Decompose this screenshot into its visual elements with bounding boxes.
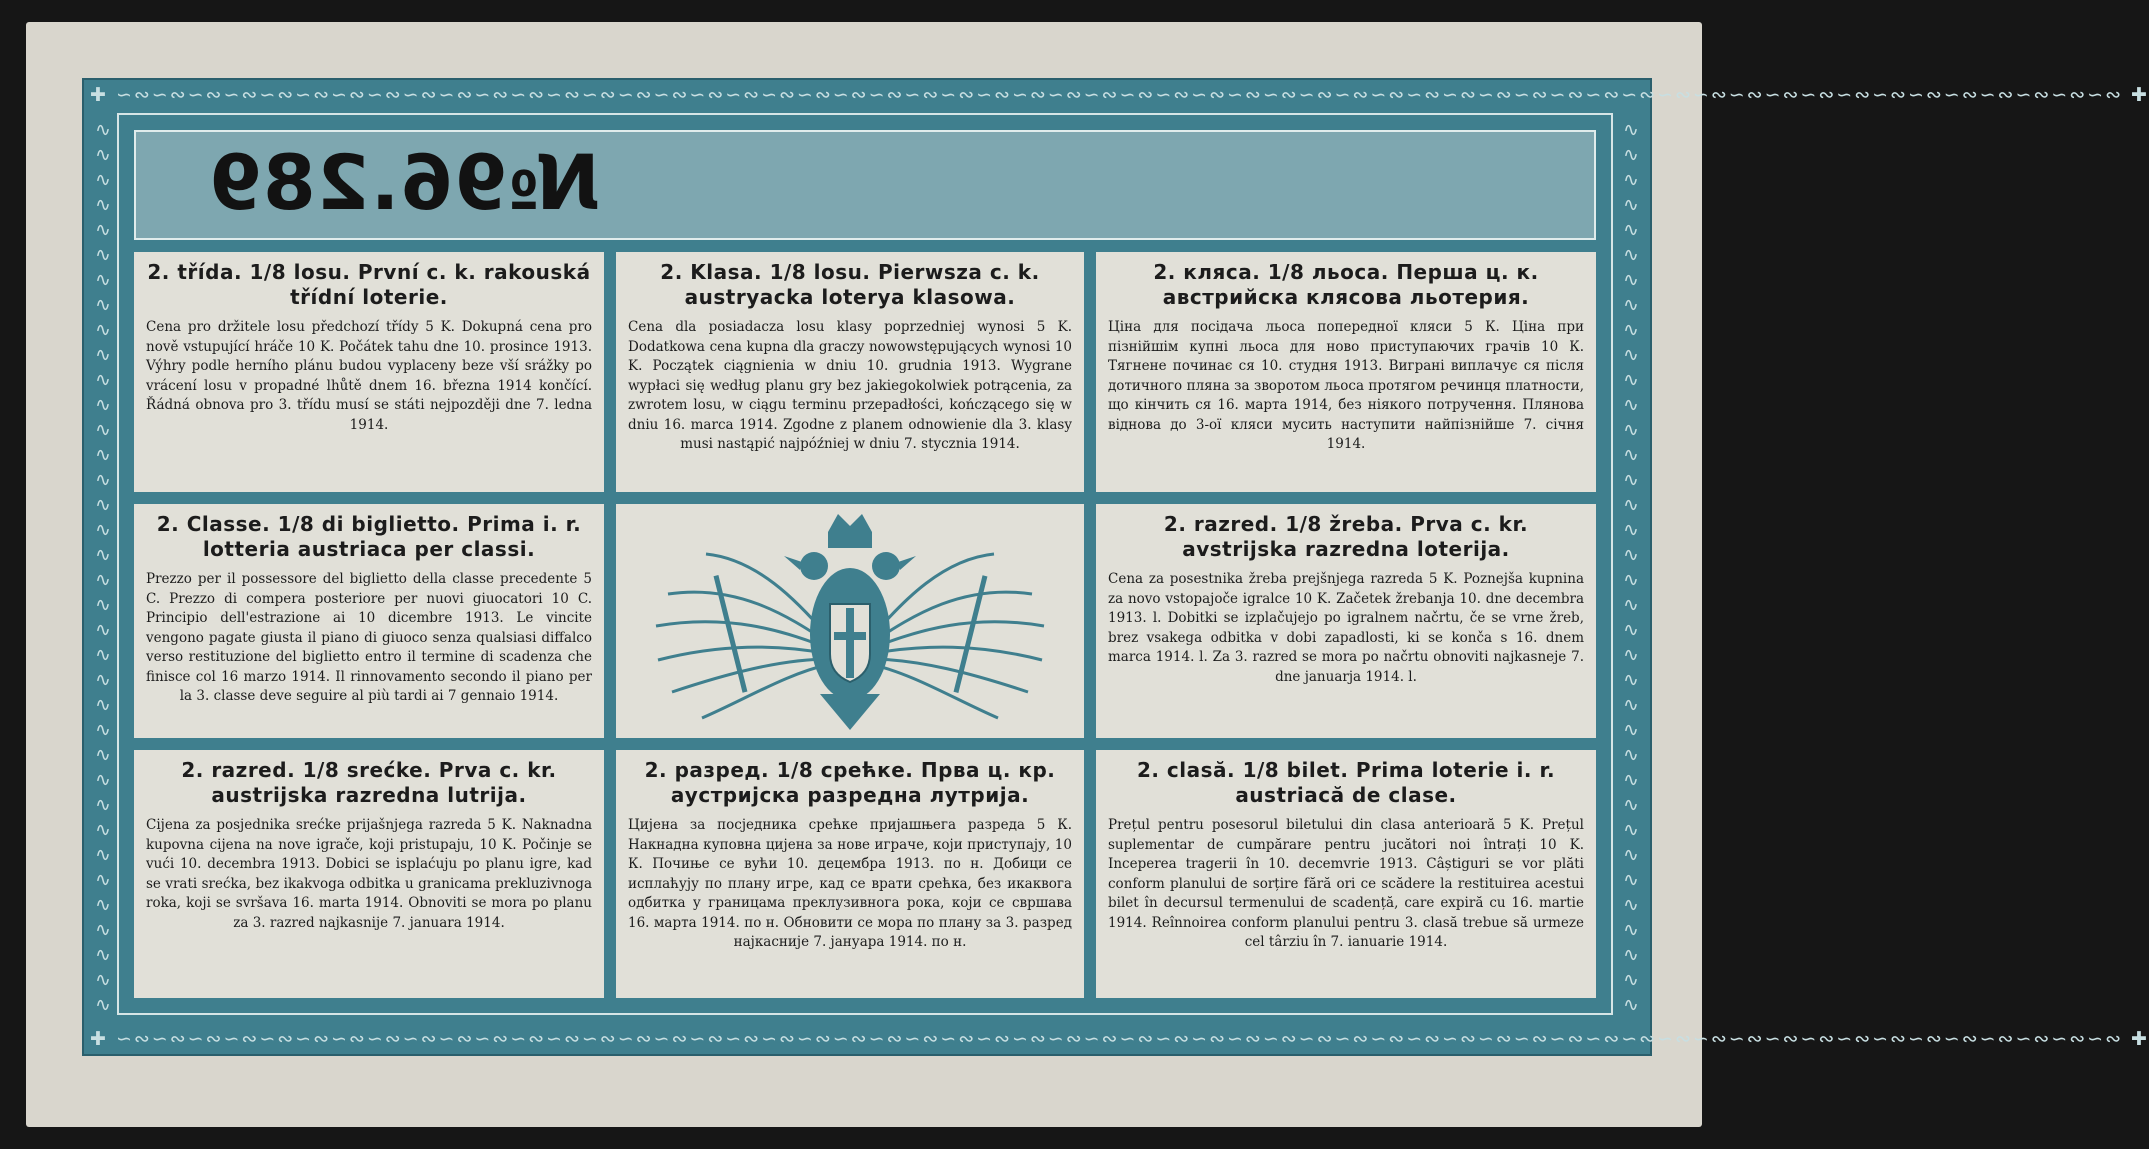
panel-serbian xyxy=(616,750,1084,998)
panel-ruthenian-title: 2. кляса. 1/8 льоса. Перша ц. к. австрийска клясова льотерия. xyxy=(1153,260,1539,309)
panel-serbian-title: 2. разред. 1/8 срећке. Прва ц. кр. аустријска разредна лутрија. xyxy=(644,758,1056,807)
panel-croatian-title: 2. razred. 1/8 srećke. Prva c. kr. austrijska razredna lutrija. xyxy=(181,758,557,807)
panel-slovene-body: Cena za posestnika žreba prejšnjega razreda 5 K. Poznejša kupnina za novo vstopajoče igralce 10 K. Začetek žrebanja 10. dne decembra 1913. l. Dobitki se izplačujejo po igralnem načrtu, če se vrne žreb, brez vsakega odbitka v dobi zapadlosti, ki se konča s 16. dnem marca 1914. l. Za 3. razred se mora po načrtu obnoviti najkasneje 7. dne januarja 1914. l. xyxy=(1108,571,1584,685)
panel-croatian-body: Cijena za posjednika srećke prijašnjega razreda 5 K. Naknadna kupovna cijena na nove igrače, koji pristupaju, 10 K. Počinje se vući 10. decembra 1913. Dobici se isplaćuju po planu igre, kad se vrati srećka, bez ikakvoga odbitka u granicama prekluzivnoga roka, koji se svršava 16. marta 1914. Obnoviti se mora po planu za 3. razred najkasnije 7. januara 1914. xyxy=(146,817,592,931)
ornament-border-right: ∿ ∿ ∿ ∿ ∿ ∿ ∿ ∿ ∿ ∿ ∿ ∿ ∿ ∿ ∿ ∿ ∿ ∿ ∿ ∿ ∿ ∿ ∿ ∿ ∿ ∿ ∿ ∿ ∿ ∿ ∿ ∿ ∿ ∿ ∿ ∿ xyxy=(1623,119,1639,1016)
panel-crest xyxy=(616,504,1084,738)
panel-croatian xyxy=(134,750,604,998)
panel-slovene xyxy=(1096,504,1596,738)
panel-polish-body: Cena dla posiadacza losu klasy poprzedniej wynosi 5 K. Dodatkowa cena kupna dla graczy nowowstępujących wynosi 10 K. Początek ciągnienia w dniu 10. grudnia 1913. Wygrane wypłaci się według planu gry bez jakiegokolwiek potrącenia, za zwrotem losu, w ciągu terminu przepadłości, kończącego się w dniu 16. marca 1914. Zgodne z planem odnowienie dla 3. klasy musi nastąpić najpóźniej w dniu 7. stycznia 1914. xyxy=(628,319,1072,452)
panel-polish-title: 2. Klasa. 1/8 losu. Pierwsza c. k. austryacka loterya klasowa. xyxy=(660,260,1040,309)
panel-italian xyxy=(134,504,604,738)
panel-ruthenian xyxy=(1096,252,1596,492)
panel-czech-body: Cena pro držitele losu předchozí třídy 5 K. Dokupná cena pro nově vstupující hráče 10 K. Počátek tahu dne 10. prosince 1913. Výhry podle herního plánu budou vyplaceny beze vší srážky po vrácení losu v propadné lhůtě dnem 16. března 1914 končící. Řádná obnova pro 3. třídu musí se státi nejpozději dne 7. ledna 1914. xyxy=(146,319,592,433)
panel-polish xyxy=(616,252,1084,492)
serial-number: №96.289 xyxy=(208,138,600,227)
panel-czech-title: 2. třída. 1/8 losu. První c. k. rakouská třídní loterie. xyxy=(147,260,591,309)
panel-serbian-body: Цијена за посједника срећке пријашњега разреда 5 К. Накнадна куповна цијена за нове играче, који приступају, 10 К. Почиње се вући 10. децембра 1913. по н. Добици се исплаћују по плану игре, кад се врати срећка, без икаквога одбитка у границама преклузивнога рока, који се свршава 16. марта 1914. по н. Обновити се мора по плану за 3. разред најкасније 7. јануара 1914. по н. xyxy=(628,817,1072,950)
ticket-inner-area xyxy=(122,118,1608,1010)
panel-ruthenian-body: Ціна для посідача льоса попередної кляси 5 К. Ціна при пізнійшім купні льоса для ново приступаючих грачів 10 К. Тягнене починає ся 10. студня 1913. Виграні виплачує ся після дотичного пляна за зворотом льоса протягом речинця платности, що кінчить ся 16. марта 1914, без ніякого потручення. Плянова віднова до 3-ої кляси мусить наступити найпізнійше 7. січня 1914. xyxy=(1108,319,1584,452)
ornament-border-bottom: ✚ ∽∾∽∾∽∾∽∾∽∾∽∾∽∾∽∾∽∾∽∾∽∾∽∾∽∾∽∾∽∾∽∾∽∾∽∾∽∾∽∾∽∾∽∾∽∾∽∾∽∾∽∾∽∾∽∾∽∾∽∾∽∾∽∾∽∾∽∾∽∾∽∾∽∾∽∾∽∾∽∾∽∾∽∾∽∾∽∾∽∾∽∾∽∾∽∾∽∾∽∾∽∾∽∾∽∾∽∾∽∾∽∾ ✚ xyxy=(90,1028,2149,1050)
double-headed-eagle-crest xyxy=(616,504,1084,738)
panel-romanian-body: Prețul pentru posesorul biletului din clasa anterioară 5 K. Prețul suplementar de cumpărare pentru jucători noi întrați 10 K. Inceperea tragerii în 10. decemvrie 1913. Câștiguri se vor plăti conform planului de sorțire fără ori ce scădere la restituirea acestui bilet în decursul termenului de scadență, care expiră cu 16. martie 1914. Reînnoirea conform planului pentru 3. clasă trebue să urmeze cel târziu în 7. ianuarie 1914. xyxy=(1108,817,1584,950)
ornament-border-left: ∿ ∿ ∿ ∿ ∿ ∿ ∿ ∿ ∿ ∿ ∿ ∿ ∿ ∿ ∿ ∿ ∿ ∿ ∿ ∿ ∿ ∿ ∿ ∿ ∿ ∿ ∿ ∿ ∿ ∿ ∿ ∿ ∿ ∿ ∿ ∿ xyxy=(95,119,111,1016)
panel-romanian xyxy=(1096,750,1596,998)
panel-romanian-title: 2. clasă. 1/8 bilet. Prima loterie i. r. austriacă de clase. xyxy=(1136,758,1556,807)
panel-italian-title: 2. Classe. 1/8 di biglietto. Prima i. r. lotteria austriaca per classi. xyxy=(156,512,582,561)
panel-italian-body: Prezzo per il possessore del biglietto della classe precedente 5 C. Prezzo di compera posteriore per nuovi giuocatori 10 C. Principio dell'estrazione ai 10 dicembre 1913. Le vincite vengono pagate giusta il piano di giuoco senza qualsiasi diffalco verso restituzione del biglietto entro il termine di scadenza che finisce col 16 marzo 1914. Il rinnovamento secondo il piano per la 3. classe deve seguire al più tardi ai 7 gennaio 1914. xyxy=(146,571,592,704)
panel-slovene-title: 2. razred. 1/8 žreba. Prva c. kr. avstrijska razredna loterija. xyxy=(1163,512,1529,561)
ornament-border-top: ✚ ∽∾∽∾∽∾∽∾∽∾∽∾∽∾∽∾∽∾∽∾∽∾∽∾∽∾∽∾∽∾∽∾∽∾∽∾∽∾∽∾∽∾∽∾∽∾∽∾∽∾∽∾∽∾∽∾∽∾∽∾∽∾∽∾∽∾∽∾∽∾∽∾∽∾∽∾∽∾∽∾∽∾∽∾∽∾∽∾∽∾∽∾∽∾∽∾∽∾∽∾∽∾∽∾∽∾∽∾∽∾∽∾ ✚ xyxy=(90,84,2149,106)
panel-czech xyxy=(134,252,604,492)
serial-number-band xyxy=(134,130,1596,240)
